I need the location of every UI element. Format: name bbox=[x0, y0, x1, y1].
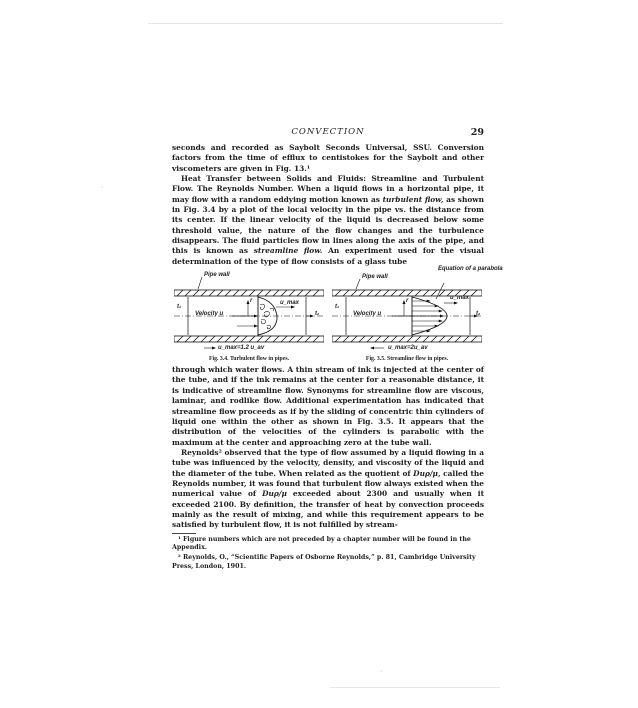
paragraph-ink-experiment: through which water flows. A thin stream of ink is injected at the center of the tube, and if the ink remains at the center for a reasonable distance, it is indicative of streamline flow. Synonyms for streamline flow are viscous, laminar, and rodlike flow. Additional experimentation has indicated that streamline flow proceeds as if by the sliding of concentric thin cylinders of liquid one within the other as shown in Fig. 3.5. It appears that the distribution of the velocities of the cylinders is parabolic with the maximum at the center and approaching zero at the tube wall. bbox=[172, 365, 484, 447]
footnote-rule bbox=[172, 533, 196, 534]
label-umax: u_max bbox=[280, 300, 300, 307]
term-turbulent-flow: turbulent flow, bbox=[382, 194, 444, 204]
text-run: An experiment used for the visual determination of the type of flow consists of a glass tube bbox=[172, 246, 484, 266]
paragraph-reynolds bbox=[172, 448, 484, 531]
text-run: Reynolds² observed that the type of flow assumed by a liquid flowing in a tube was influenced by the velocity, density, and viscosity of the liquid and the diameter of the tube. When related as the quotient of bbox=[172, 447, 484, 478]
text-run: When a liquid flows in a horizontal pipe, it may flow with a random eddying motion known as bbox=[172, 184, 484, 204]
figure-turbulent-flow bbox=[174, 269, 324, 362]
scan-speck: · bbox=[101, 183, 104, 192]
label-velocity: Velocity u bbox=[195, 311, 224, 318]
figure-row bbox=[172, 266, 503, 363]
label-pipe-wall: Pipe wall bbox=[204, 272, 230, 279]
text-run: exceeded about 2300 and usually when it exceeded 2100. By definition, the transfer of heat by convection proceeds mainly as the result of mixing, and while this requirement appears to be satisfied by turbulent flow, it is not fulfilled by stream- bbox=[172, 489, 484, 530]
scan-speck: · bbox=[380, 667, 383, 676]
figure-streamline-flow bbox=[332, 266, 503, 363]
figure-caption-3-5: Fig. 3.5. Streamline flow in pipes. bbox=[365, 356, 449, 363]
reynolds-quotient: Duρ/μ bbox=[262, 489, 287, 499]
paragraph-heat-transfer bbox=[172, 174, 484, 267]
section-heading: Heat Transfer between Solids and Fluids: Streamline and Turbulent Flow. The Reynolds Number. bbox=[172, 174, 484, 194]
label-t1: t₁ bbox=[335, 304, 340, 311]
label-velocity-relation: u_max=1.2 u_av bbox=[218, 345, 265, 352]
book-page bbox=[172, 127, 503, 571]
label-equation-of-parabola: Equation of a parabola bbox=[438, 266, 503, 273]
label-t2: t₂ bbox=[476, 311, 481, 318]
footnote-1: ¹ Figure numbers which are not preceded by a chapter number will be found in the Appendix. bbox=[172, 535, 471, 551]
label-velocity: Velocity u bbox=[353, 311, 382, 318]
paragraph-saybolt: seconds and recorded as Saybolt Seconds Universal, SSU. Conversion factors from the time of efflux to centistokes for the Saybolt and other viscometers are given in Fig. 13.¹ bbox=[172, 143, 484, 173]
text-run: , called the Reynolds number, it was found that turbulent flow always existed when the numerical value of bbox=[172, 468, 485, 499]
running-header bbox=[172, 127, 484, 143]
label-t1: t₁ bbox=[177, 304, 182, 311]
label-r: r bbox=[250, 298, 253, 305]
top-scan-rule bbox=[148, 23, 503, 24]
reynolds-quotient: Duρ/μ bbox=[413, 468, 438, 478]
label-t2: t₂ bbox=[315, 311, 320, 318]
footnote-2: ² Reynolds, O., “Scientific Papers of Osborne Reynolds,” p. 81, Cambridge University Press, London, 1901. bbox=[172, 554, 476, 570]
running-title: CONVECTION bbox=[291, 127, 365, 137]
term-streamline-flow: streamline flow. bbox=[253, 246, 323, 256]
text-run: as shown in Fig. 3.4 by a plot of the local velocity in the pipe vs. the distance from its center. If the linear velocity of the liquid is decreased below some threshold value, the nature of the flow changes and the turbulence disappears. The fluid particles flow in lines along the axis of the pipe, and this is known as bbox=[172, 194, 485, 256]
label-umax: u_max bbox=[450, 295, 470, 302]
bottom-scan-rule bbox=[330, 687, 500, 688]
label-pipe-wall: Pipe wall bbox=[362, 274, 388, 281]
label-velocity-relation: u_max=2u_av bbox=[388, 345, 428, 352]
figure-caption-3-4: Fig. 3.4. Turbulent flow in pipes. bbox=[208, 356, 290, 363]
label-r: r bbox=[406, 298, 409, 305]
page-number: 29 bbox=[470, 127, 484, 138]
